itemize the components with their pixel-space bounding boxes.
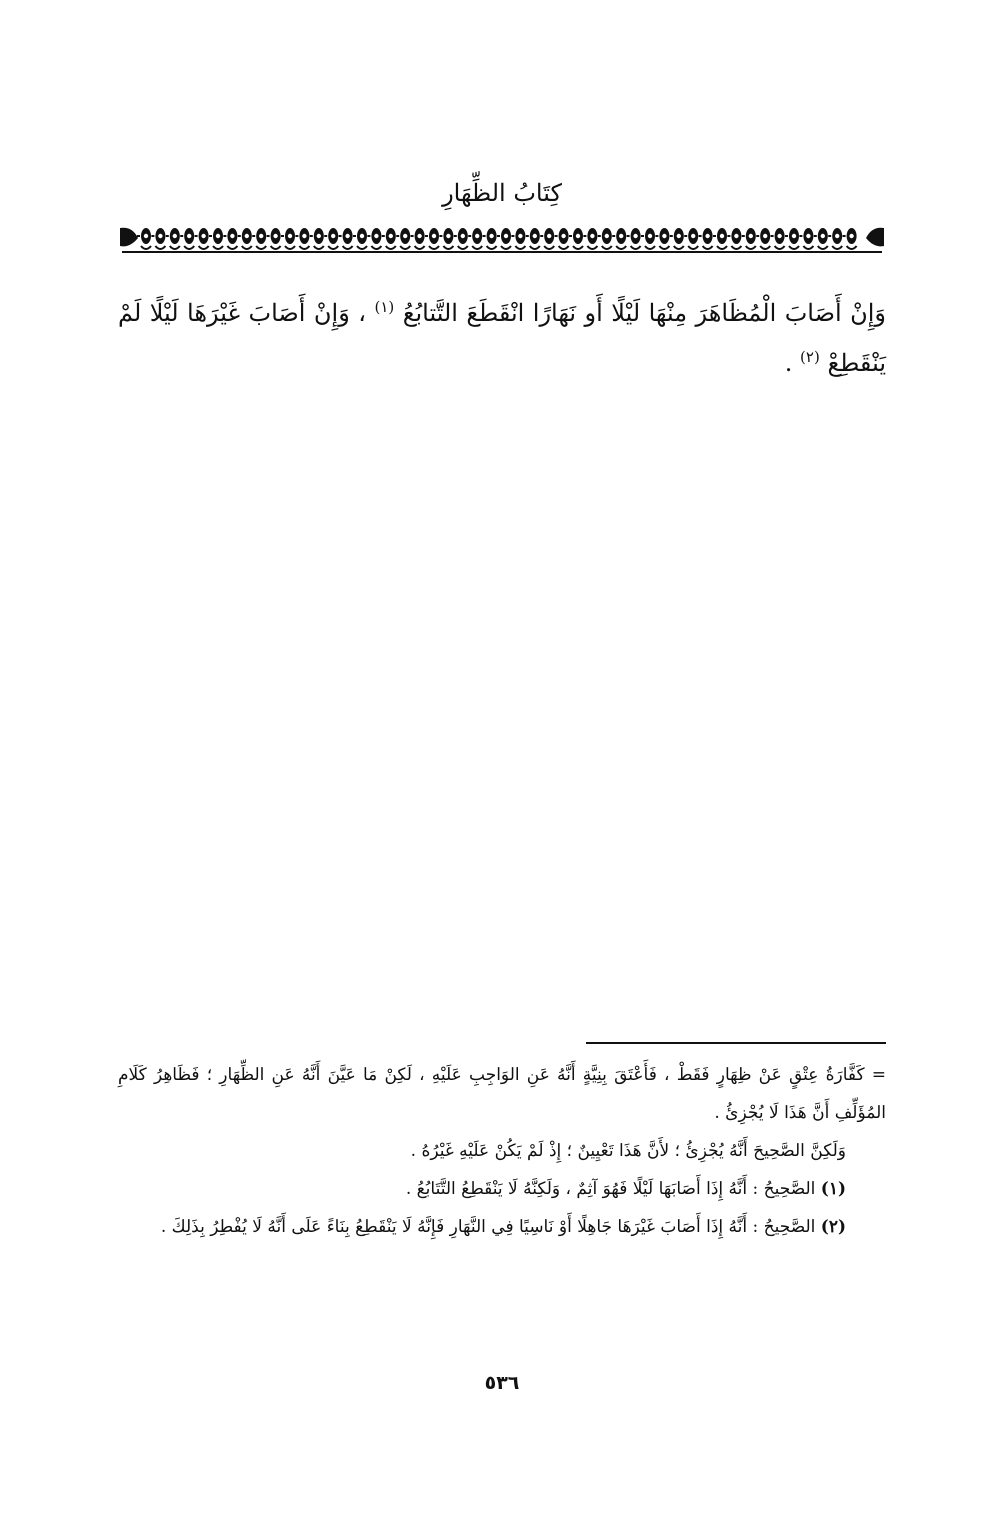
ornament-unit [209,228,223,249]
ornament-unit [137,228,151,249]
ornament-unit [756,228,770,249]
footnote-separator [586,1042,886,1044]
ornament-unit [569,228,583,249]
footnote-1-text: الصَّحِيحُ : أَنَّهُ إِذَا أَصَابَهَا لَيْلًا فَهُوَ آثِمٌ ، وَلَكِنَّهُ لَا يَنْقَطِعُ التَّتَابُعُ . [405,1179,816,1199]
running-header [0,176,1004,210]
ornament-unit [382,228,396,249]
ornament-unit [641,228,655,249]
ornament-unit [439,228,453,249]
ornament-unit [526,228,540,249]
main-text-end: . [784,349,793,377]
decorative-border [118,224,886,254]
ornament-unit [655,228,669,249]
ornament-unit [195,228,209,249]
ornament-unit [713,228,727,249]
ornament-unit [396,228,410,249]
main-text-part2: ، وَإِنْ أَصَابَ غَيْرَهَا لَيْلًا لَمْ يَنْقَطِعْ [118,299,886,377]
ornament-unit [223,228,237,249]
ornament-unit [454,228,468,249]
ornament-unit [238,228,252,249]
ornament-unit [555,228,569,249]
ornament-unit [367,228,381,249]
chapter-title: كِتَابُ الظِّهَارِ [442,179,562,207]
ornament-unit [497,228,511,249]
footnote-2-number: (٢) [820,1217,846,1237]
footnote-2 [118,1208,886,1246]
ornament-unit [771,228,785,249]
footnote-2-text: الصَّحِيحُ : أَنَّهُ إِذَا أَصَابَ غَيْرَهَا جَاهِلًا أَوْ نَاسِيًا فِي النَّهَارِ فَإِنَّهُ لَا يَنْقَطِعُ بِنَاءً عَلَى أَنَّهُ لَا يُفْطِرُ بِذَلِكَ . [160,1217,816,1237]
ornament-unit [598,228,612,249]
ornament-unit [353,228,367,249]
ornament-unit [684,228,698,249]
ornament-unit [425,228,439,249]
ornament-unit [583,228,597,249]
ornament-unit [411,228,425,249]
ornament-unit [627,228,641,249]
ornament-unit [828,228,842,249]
ornament-unit [511,228,525,249]
ornament-unit [180,228,194,249]
ornament-unit [785,228,799,249]
ornament-unit [799,228,813,249]
ornament-unit [166,228,180,249]
ornament-unit [670,228,684,249]
footnote-continuation-2: وَلَكِنَّ الصَّحِيحَ أَنَّهُ يُجْزِئُ ؛ لأَنَّ هَذَا تَعْيِينٌ ؛ إِذْ لَمْ يَكُنْ عَلَيْهِ غَيْرُهُ . [410,1141,846,1161]
ornament-unit [843,228,857,249]
footnote-1 [118,1170,886,1208]
ornament-unit [540,228,554,249]
ornament-unit [281,228,295,249]
footnote-continuation: = كَفَّارَةُ عِتْقٍ عَنْ ظِهَارٍ فَقَطْ ، فَأَعْتَقَ بِنِيَّةٍ أَنَّهُ عَنِ الوَاجِبِ عَلَيْهِ ، لَكِنْ مَا عَيَّنَ أَنَّهُ عَنِ الظِّهَارِ ؛ فَظَاهِرُ كَلَامِ المُؤَلِّفِ أَنَّ هَذَا لَا يُجْزِئُ . [118,1065,886,1123]
ornament-unit [612,228,626,249]
footnotes [118,1056,886,1246]
ornament-unit [727,228,741,249]
main-text-part1: وَإِنْ أَصَابَ الْمُظَاهَرَ مِنْهَا لَيْلًا أَو نَهَارًا انْقَطَعَ التَّتابُعُ [402,299,886,327]
ornament-unit [324,228,338,249]
ornament-unit [483,228,497,249]
footnote-1-number: (١) [820,1179,846,1199]
ornament-unit [339,228,353,249]
ornament-unit [151,228,165,249]
ornament-unit [468,228,482,249]
ornament-unit [295,228,309,249]
ornament-unit [742,228,756,249]
ornament-unit [814,228,828,249]
page-number: ٥٣٦ [484,1372,520,1394]
ornament-unit [699,228,713,249]
ornament-unit [267,228,281,249]
ornament-unit [310,228,324,249]
footnote-ref-2[interactable]: (٢) [800,348,820,366]
main-text [118,288,886,388]
footnote-ref-1[interactable]: (١) [374,298,395,316]
ornament-unit [252,228,266,249]
